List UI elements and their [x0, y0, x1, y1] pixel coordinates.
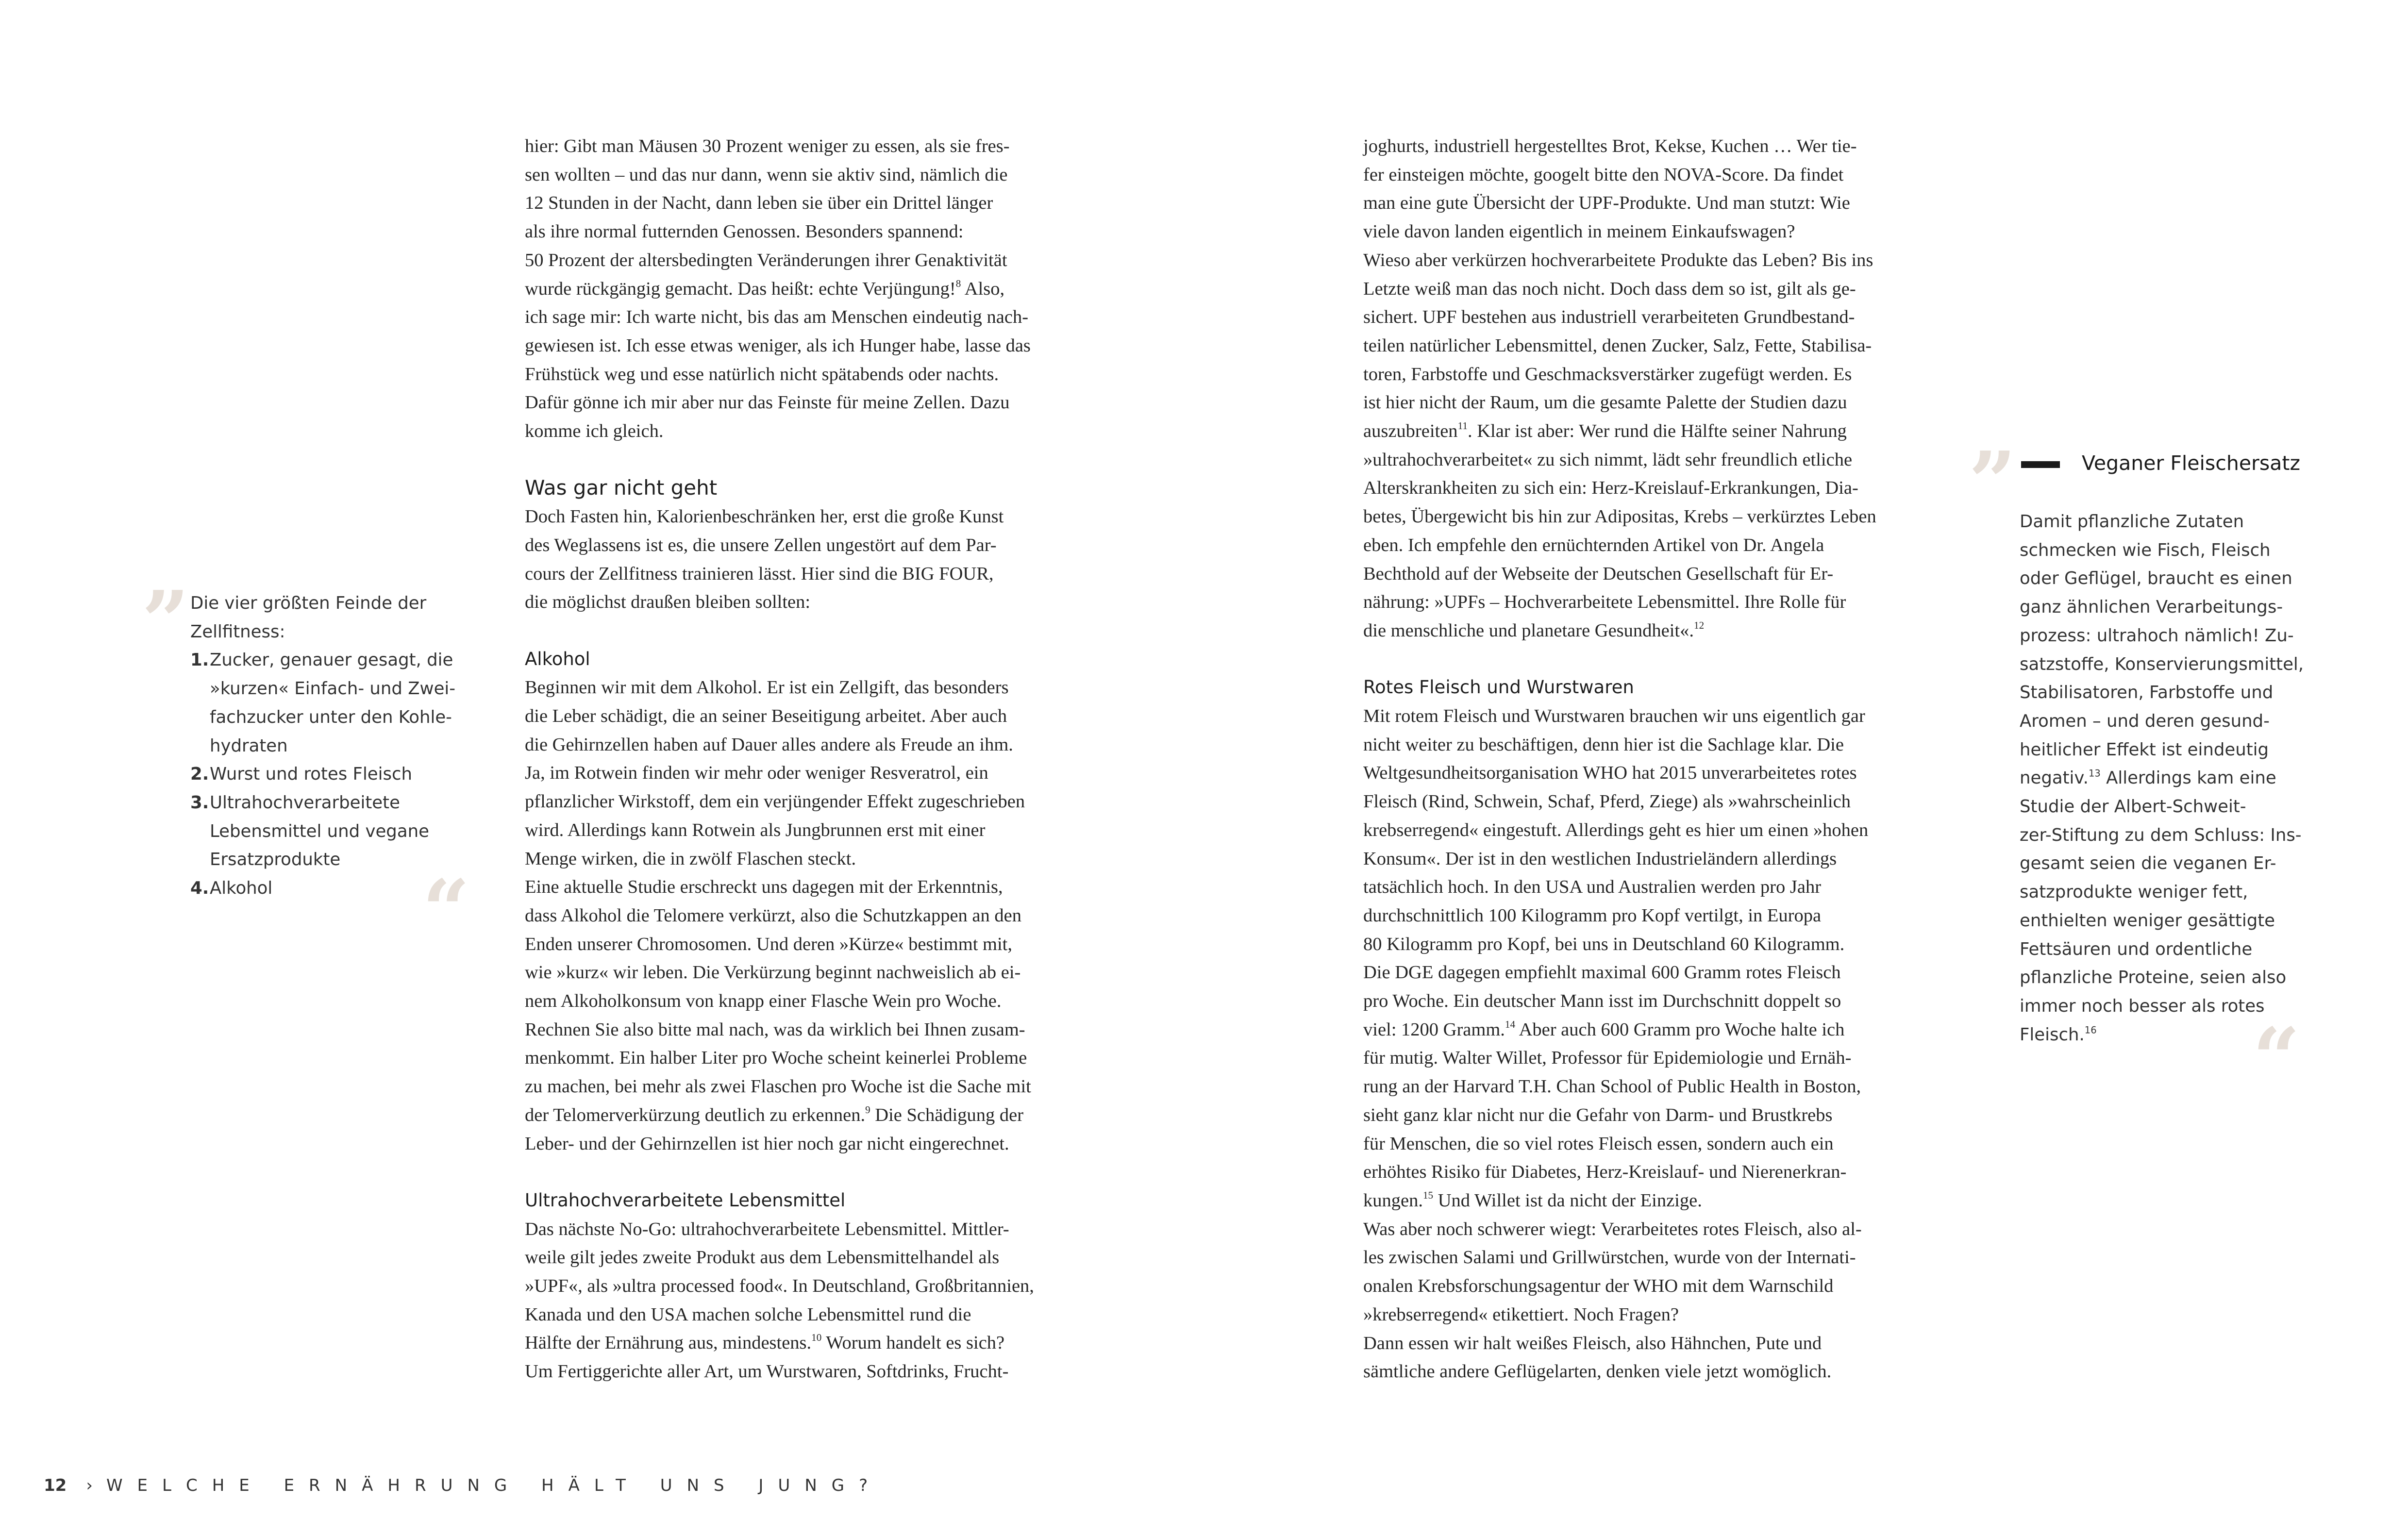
text-line: tatsächlich hoch. In den USA und Australien werden pro Jahr [1363, 877, 1822, 898]
text-line: Frühstück weg und esse natürlich nicht spätabends oder nachts. [525, 364, 999, 384]
text-line: Dann essen wir halt weißes Fleisch, also Hähnchen, Pute und [1363, 1333, 1822, 1353]
text-span: Die Schädigung der [870, 1104, 1024, 1125]
text-line [1363, 1186, 1912, 1215]
list-number: 1. [190, 650, 209, 670]
text-line: Um Fertiggerichte aller Art, um Wurstwaren, Softdrinks, Frucht- [525, 1361, 1009, 1382]
running-title: WELCHE ERNÄHRUNG HÄLT UNS JUNG? [106, 1476, 883, 1495]
list-item [190, 874, 462, 903]
sidebar-line: enthielten weniger gesättigte [2020, 910, 2275, 931]
sidebar-line [2020, 764, 2276, 793]
sidebar-line: satzstoffe, Konservierungsmittel, [2020, 654, 2304, 674]
text-line: nährung: »UPFs – Hochverarbeitete Lebensmittel. Ihre Rolle für [1363, 592, 1846, 613]
text-line: Was aber noch schwerer wiegt: Verarbeitetes rotes Fleisch, also al- [1363, 1219, 1862, 1239]
text-line: weile gilt jedes zweite Produkt aus dem Lebensmittelhandel als [525, 1247, 1000, 1268]
sidebar-line: schmecken wie Fisch, Fleisch [2020, 540, 2271, 560]
closing-quote-mark-icon: “ [2253, 1010, 2300, 1107]
sidebar-intro-line: Zellfitness: [190, 621, 285, 642]
list-item-line: »kurzen« Einfach- und Zwei- [210, 679, 456, 699]
text-line: Fleisch (Rind, Schwein, Schaf, Pferd, Ziege) als »wahrscheinlich [1363, 791, 1851, 812]
list-item-line: Ersatzprodukte [210, 850, 341, 870]
text-line: Enden unserer Chromosomen. Und deren »Kürze« bestimmt mit, [525, 934, 1012, 954]
text-span: . Klar ist aber: Wer rund die Hälfte seiner Nahrung [1467, 421, 1847, 442]
text-line: für Menschen, die so viel rotes Fleisch essen, sondern auch ein [1363, 1133, 1834, 1154]
text-line: zu machen, bei mehr als zwei Flaschen pro Woche ist die Sache mit [525, 1076, 1031, 1097]
text-line: wird. Allerdings kann Rotwein als Jungbrunnen erst mit einer [525, 819, 986, 840]
text-line: Kanada und den USA machen solche Lebensmittel rund die [525, 1304, 971, 1325]
list-item-line: hydraten [210, 735, 288, 756]
text-line: Das nächste No-Go: ultrahochverarbeitete Lebensmittel. Mittler- [525, 1219, 1009, 1239]
sidebar-line: prozess: ultrahoch nämlich! Zu- [2020, 625, 2294, 646]
text-line: Rechnen Sie also bitte mal nach, was da wirklich bei Ihnen zusam- [525, 1019, 1025, 1040]
text-line: »UPF«, als »ultra processed food«. In Deutschland, Großbritannien, [525, 1276, 1034, 1297]
text-span: Also, [961, 278, 1005, 299]
sidebar-left-list [190, 589, 462, 903]
text-line: Doch Fasten hin, Kalorienbeschränken her, erst die große Kunst [525, 506, 1004, 527]
footnote-ref: 12 [1694, 619, 1705, 632]
closing-quote-mark-icon: “ [422, 862, 470, 959]
list-item [190, 646, 462, 675]
footnote-ref: 13 [2088, 768, 2101, 779]
sidebar-line: oder Geflügel, braucht es einen [2020, 568, 2292, 589]
list-number: 3. [190, 792, 209, 813]
opening-quote-mark-icon: ” [142, 573, 189, 670]
text-line: wie »kurz« wir leben. Die Verkürzung beginnt nachweislich ab ei- [525, 962, 1021, 983]
sidebar-line: Stabilisatoren, Farbstoffe und [2020, 683, 2274, 703]
subsection-heading: Alkohol [525, 648, 590, 669]
text-line: Die DGE dagegen empfiehlt maximal 600 Gramm rotes Fleisch [1363, 962, 1841, 983]
text-span: Hälfte der Ernährung aus, mindestens. [525, 1333, 812, 1353]
text-line: Menge wirken, die in zwölf Flaschen steckt. [525, 848, 856, 869]
list-number: 2. [190, 764, 209, 785]
text-span: wurde rückgängig gemacht. Das heißt: echte Verjüngung! [525, 278, 956, 299]
list-text: Alkohol [210, 878, 273, 899]
footnote-ref: 10 [811, 1332, 822, 1344]
text-line [525, 275, 1069, 303]
text-line: sen wollten – und das nur dann, wenn sie aktiv sind, nämlich die [525, 164, 1008, 185]
text-line: durchschnittlich 100 Kilogramm pro Kopf vertilgt, in Europa [1363, 905, 1822, 926]
text-line: Beginnen wir mit dem Alkohol. Er ist ein Zellgift, das besonders [525, 677, 1009, 698]
list-text: Wurst und rotes Fleisch [210, 764, 413, 785]
text-line: les zwischen Salami und Grillwürstchen, wurde von der Internati- [1363, 1247, 1856, 1268]
opening-quote-mark-icon: ” [1969, 434, 2016, 531]
text-line: eben. Ich empfehle den ernüchternden Artikel von Dr. Angela [1363, 534, 1824, 555]
text-line [1363, 617, 1912, 645]
text-span: Und Willet ist da nicht der Einzige. [1433, 1190, 1702, 1211]
text-span: auszubreiten [1363, 421, 1458, 442]
text-line: Dafür gönne ich mir aber nur das Feinste für meine Zellen. Dazu [525, 392, 1010, 413]
list-text: Zucker, genauer gesagt, die [210, 650, 453, 670]
sidebar-line: pflanzliche Proteine, seien also [2020, 968, 2287, 988]
text-span: viel: 1200 Gramm. [1363, 1019, 1505, 1040]
subsection-heading: Ultrahochverarbeitete Lebensmittel [525, 1189, 846, 1211]
text-line: man eine gute Übersicht der UPF-Produkte. Und man stutzt: Wie [1363, 193, 1850, 214]
text-line: menkommt. Ein halber Liter pro Woche scheint keinerlei Probleme [525, 1048, 1027, 1068]
text-span: die menschliche und planetare Gesundheit«. [1363, 620, 1694, 641]
text-line: Ja, im Rotwein finden wir mehr oder weniger Resveratrol, ein [525, 763, 988, 784]
sidebar-line: ganz ähnlichen Verarbeitungs- [2020, 597, 2283, 618]
footnote-ref: 8 [955, 277, 961, 289]
footnote-ref: 16 [2084, 1024, 2097, 1036]
text-line: Eine aktuelle Studie erschreckt uns dagegen mit der Erkenntnis, [525, 877, 1003, 898]
sidebar-line: Aromen – und deren gesund- [2020, 711, 2270, 731]
text-line: Weltgesundheitsorganisation WHO hat 2015 unverarbeitetes rotes [1363, 763, 1857, 784]
text-line: Wieso aber verkürzen hochverarbeitete Produkte das Leben? Bis ins [1363, 250, 1873, 270]
sidebar-line [2020, 1021, 2272, 1050]
text-line: rung an der Harvard T.H. Chan School of Public Health in Boston, [1363, 1076, 1861, 1097]
sidebar-line: Studie der Albert-Schweit- [2020, 797, 2246, 817]
sidebar-title: Veganer Fleischersatz [2082, 451, 2300, 475]
text-line: komme ich gleich. [525, 421, 664, 442]
text-line: onalen Krebsforschungsagentur der WHO mit dem Warnschild [1363, 1276, 1834, 1297]
text-line: Leber- und der Gehirnzellen ist hier noch gar nicht eingerechnet. [525, 1133, 1009, 1154]
text-line [525, 1101, 1069, 1130]
text-line: Mit rotem Fleisch und Wurstwaren brauchen wir uns eigentlich gar [1363, 706, 1865, 727]
list-item-line: fachzucker unter den Kohle- [210, 707, 452, 727]
text-line: 12 Stunden in der Nacht, dann leben sie über ein Drittel länger [525, 193, 993, 214]
text-span: Allerdings kam eine [2100, 768, 2276, 788]
sidebar-line: zer-Stiftung zu dem Schluss: Ins- [2020, 825, 2302, 845]
footnote-ref: 14 [1505, 1018, 1516, 1030]
text-line: die Leber schädigt, die an seiner Beseitigung arbeitet. Aber auch [525, 706, 1007, 727]
text-line: pflanzlicher Wirkstoff, dem ein verjüngender Effekt zugeschrieben [525, 791, 1025, 812]
text-line: dass Alkohol die Telomere verkürzt, also die Schutzkappen an den [525, 905, 1021, 926]
page-footer [44, 1471, 882, 1500]
text-line: joghurts, industriell hergestelltes Brot, Kekse, Kuchen … Wer tie- [1363, 136, 1857, 156]
text-span: negativ. [2020, 768, 2089, 788]
list-item-line: Lebensmittel und vegane [210, 821, 429, 841]
text-line: cours der Zellfitness trainieren lässt. Hier sind die BIG FOUR, [525, 563, 994, 584]
text-line: Bechthold auf der Webseite der Deutschen Gesellschaft für Er- [1363, 563, 1834, 584]
sidebar-line: gesamt seien die veganen Er- [2020, 853, 2276, 874]
sidebar-line: Fettsäuren und ordentliche [2020, 939, 2253, 959]
text-line: teilen natürlicher Lebensmittel, denen Zucker, Salz, Fette, Stabilisa- [1363, 335, 1872, 356]
text-span: Aber auch 600 Gramm pro Woche halte ich [1515, 1019, 1845, 1040]
text-line [525, 1329, 1069, 1357]
text-line: des Weglassens ist es, die unsere Zellen ungestört auf dem Par- [525, 534, 997, 555]
footnote-ref: 11 [1457, 420, 1468, 432]
text-line: 80 Kilogramm pro Kopf, bei uns in Deutschland 60 Kilogramm. [1363, 934, 1845, 954]
text-line: sieht ganz klar nicht nur die Gefahr von Darm- und Brustkrebs [1363, 1104, 1833, 1125]
text-line: Konsum«. Der ist in den westlichen Industrieländern allerdings [1363, 848, 1837, 869]
right-text-column [1363, 132, 1912, 1386]
list-item [190, 789, 462, 818]
text-line: krebserregend« eingestuft. Allerdings geht es hier um einen »hohen [1363, 819, 1869, 840]
list-item [190, 760, 462, 789]
text-line: als ihre normal futternden Genossen. Besonders spannend: [525, 221, 964, 242]
text-line: 50 Prozent der altersbedingten Veränderungen ihrer Genaktivität [525, 250, 1007, 270]
text-line: pro Woche. Ein deutscher Mann isst im Durchschnitt doppelt so [1363, 991, 1841, 1012]
footnote-ref: 15 [1422, 1189, 1434, 1202]
list-text: Ultrahochverarbeitete [210, 792, 400, 813]
text-line: »krebserregend« etikettiert. Noch Fragen? [1363, 1304, 1679, 1325]
text-span: Fleisch. [2020, 1024, 2085, 1045]
text-line: für mutig. Walter Willet, Professor für Epidemiologie und Ernäh- [1363, 1048, 1852, 1068]
text-span: kungen. [1363, 1190, 1423, 1211]
subsection-heading: Rotes Fleisch und Wurstwaren [1363, 677, 1634, 698]
text-span: Worum handelt es sich? [821, 1333, 1005, 1353]
page-number: 12 [44, 1476, 67, 1495]
sidebar-line: Damit pflanzliche Zutaten [2020, 512, 2244, 532]
chevron-right-icon: › [86, 1476, 93, 1495]
sidebar-right-text [2020, 508, 2304, 1049]
text-line: Alterskrankheiten zu sich ein: Herz-Kreislauf-Erkrankungen, Dia- [1363, 478, 1858, 499]
text-line [1363, 1016, 1912, 1044]
text-span: der Telomerverkürzung deutlich zu erkennen. [525, 1104, 866, 1125]
section-heading: Was gar nicht geht [525, 476, 718, 500]
text-line: fer einsteigen möchte, googelt bitte den NOVA-Score. Da findet [1363, 164, 1844, 185]
text-line: betes, Übergewicht bis hin zur Adipositas, Krebs – verkürztes Leben [1363, 506, 1876, 527]
text-line: ich sage mir: Ich warte nicht, bis das am Menschen eindeutig nach- [525, 307, 1029, 328]
footnote-ref: 9 [865, 1104, 870, 1116]
sidebar-title-bar [2021, 461, 2060, 468]
text-line: nem Alkoholkonsum von knapp einer Flasche Wein pro Woche. [525, 991, 1002, 1012]
sidebar-line: heitlicher Effekt ist eindeutig [2020, 739, 2269, 760]
text-line: toren, Farbstoffe und Geschmacksverstärker zugefügt werden. Es [1363, 364, 1852, 384]
sidebar-line: satzprodukte weniger fett, [2020, 882, 2248, 902]
text-line [1363, 417, 1912, 446]
text-line: erhöhtes Risiko für Diabetes, Herz-Kreislauf- und Nierenerkran- [1363, 1162, 1847, 1183]
text-line: sichert. UPF bestehen aus industriell verarbeiteten Grundbestand- [1363, 307, 1855, 328]
text-line: sämtliche andere Geflügelarten, denken viele jetzt womöglich. [1363, 1361, 1832, 1382]
text-line: die Gehirnzellen haben auf Dauer alles andere als Freude an ihm. [525, 734, 1013, 755]
text-line: die möglichst draußen bleiben sollten: [525, 592, 811, 613]
text-line: gewiesen ist. Ich esse etwas weniger, als ich Hunger habe, lasse das [525, 335, 1031, 356]
text-line: »ultrahochverarbeitet« zu sich nimmt, lädt sehr freundlich etliche [1363, 449, 1853, 470]
sidebar-intro-line: Die vier größten Feinde der [190, 593, 427, 613]
text-line: hier: Gibt man Mäusen 30 Prozent weniger zu essen, als sie fres- [525, 136, 1010, 156]
text-line: viele davon landen eigentlich in meinem Einkaufswagen? [1363, 221, 1795, 242]
text-line: ist hier nicht der Raum, um die gesamte Palette der Studien dazu [1363, 392, 1847, 413]
left-text-column [525, 132, 1069, 1386]
list-number: 4. [190, 878, 209, 899]
text-line: nicht weiter zu beschäftigen, denn hier ist die Sachlage klar. Die [1363, 734, 1844, 755]
text-line: Letzte weiß man das noch nicht. Doch dass dem so ist, gilt als ge- [1363, 278, 1856, 299]
sidebar-line: immer noch besser als rotes [2020, 996, 2265, 1016]
